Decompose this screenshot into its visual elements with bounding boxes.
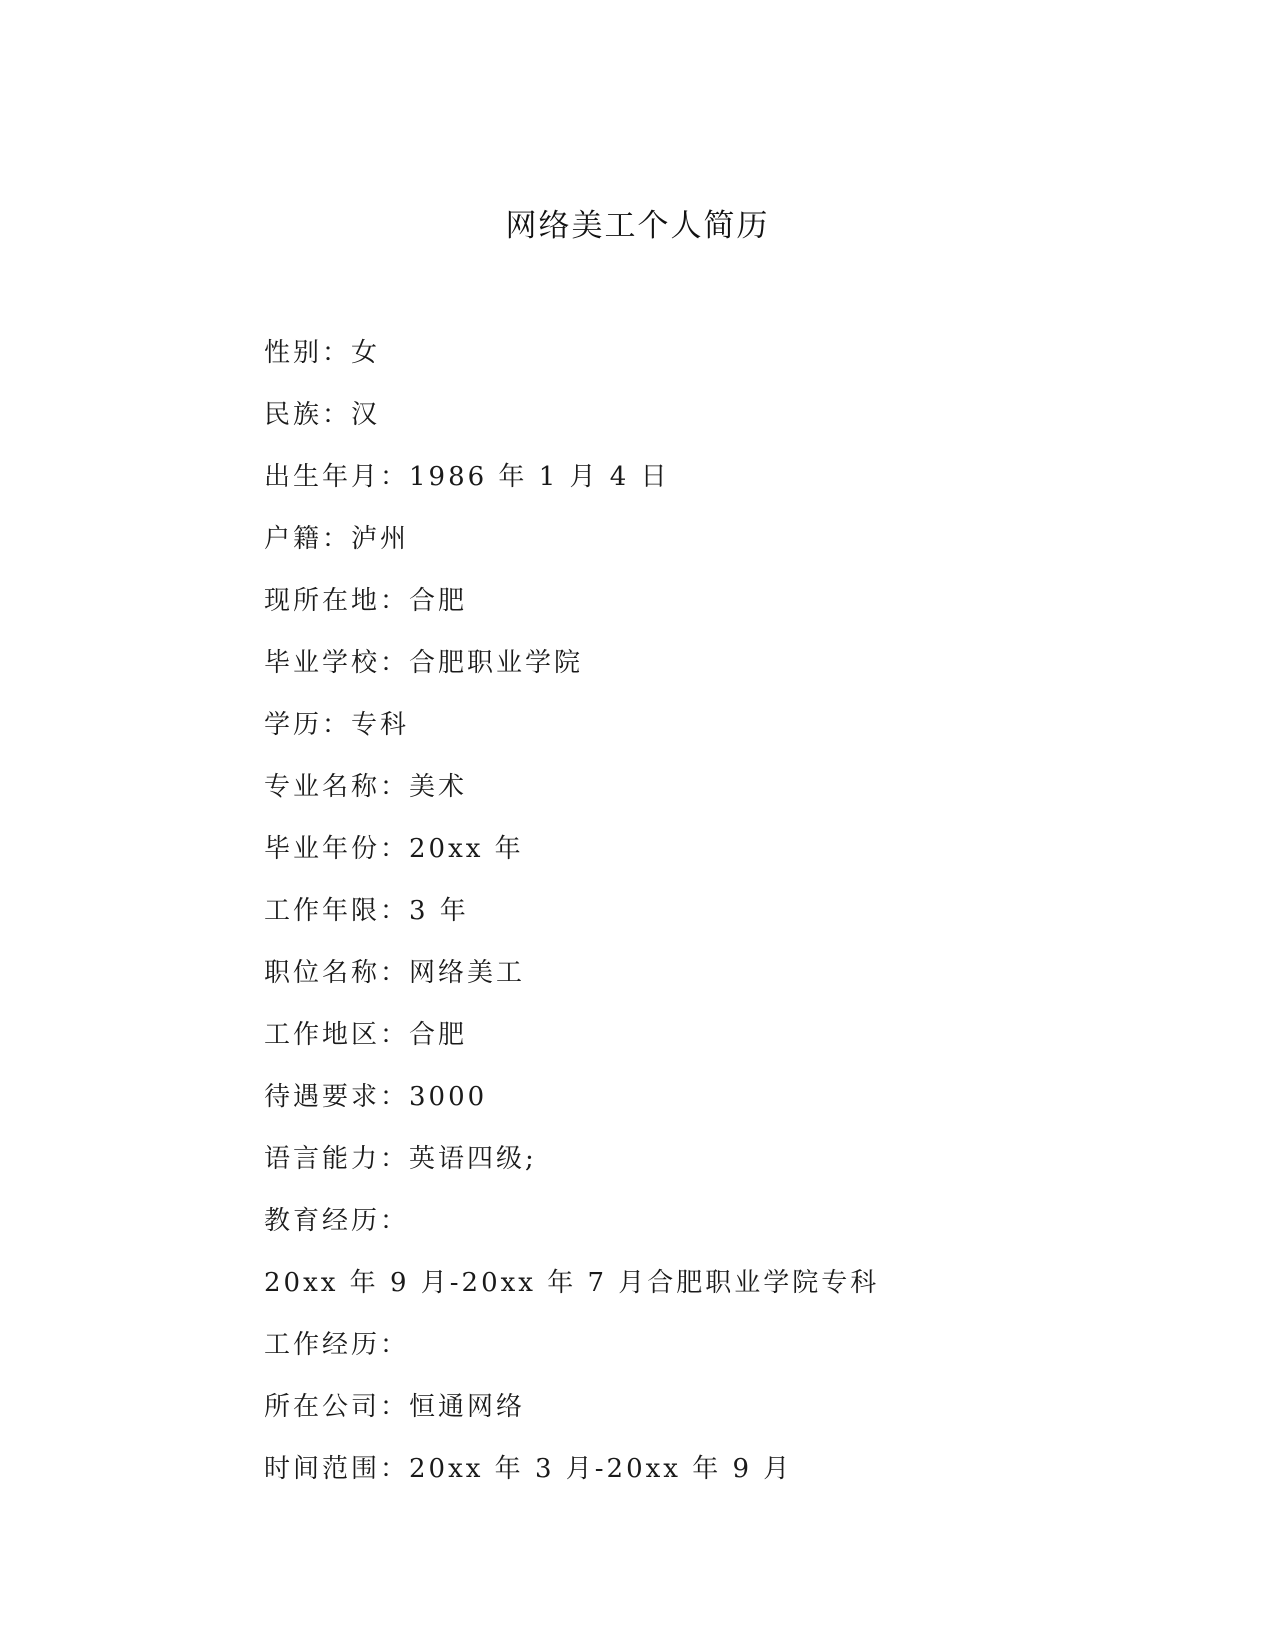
resume-line-education-entry: 20xx 年 9 月-20xx 年 7 月合肥职业学院专科 [264, 1268, 880, 1298]
resume-heading-work-experience: 工作经历： [264, 1330, 410, 1360]
document-title: 网络美工个人简历 [505, 208, 770, 244]
resume-line-work-area: 工作地区：合肥 [264, 1020, 468, 1050]
resume-heading-education: 教育经历： [264, 1206, 410, 1236]
resume-line-household-registration: 户籍：泸州 [264, 524, 410, 554]
resume-line-position: 职位名称：网络美工 [264, 958, 526, 988]
resume-line-years-of-work: 工作年限：3 年 [264, 896, 469, 926]
resume-line-major: 专业名称：美术 [264, 772, 468, 802]
resume-line-current-location: 现所在地：合肥 [264, 586, 468, 616]
resume-line-language: 语言能力：英语四级; [264, 1144, 537, 1174]
resume-lines [264, 333, 1164, 1511]
resume-line-company: 所在公司：恒通网络 [264, 1392, 526, 1422]
resume-line-birth-date: 出生年月：1986 年 1 月 4 日 [264, 462, 670, 492]
resume-line-gender: 性别：女 [264, 338, 381, 368]
resume-line-salary: 待遇要求：3000 [264, 1082, 488, 1112]
resume-line-education-level: 学历：专科 [264, 710, 410, 740]
resume-line-graduation-year: 毕业年份：20xx 年 [264, 834, 524, 864]
resume-line-ethnicity: 民族：汉 [264, 400, 381, 430]
resume-line-time-range: 时间范围：20xx 年 3 月-20xx 年 9 月 [264, 1454, 793, 1484]
resume-line-school: 毕业学校：合肥职业学院 [264, 648, 584, 678]
